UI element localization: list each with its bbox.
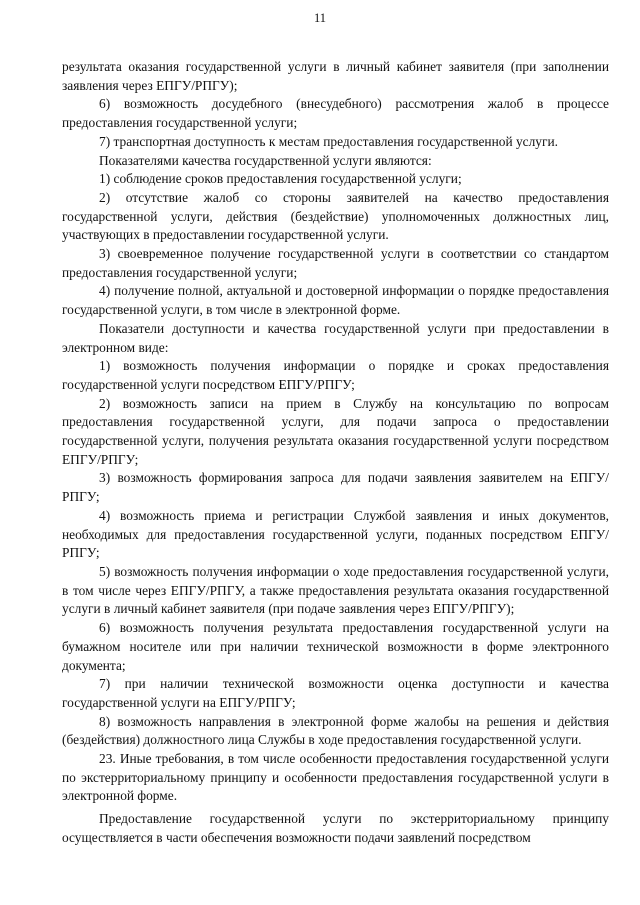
paragraph-item-7-transport: 7) транспортная доступность к местам предоставления государственной услуги. [99, 133, 558, 149]
document-body [62, 58, 609, 848]
paragraph-section-23: 23. Иные требования, в том числе особенности предоставления государственной услуги по экстерриториальному принципу и особенности предоставления государственной услуги в электронной форме. [62, 751, 609, 804]
paragraph-item-6-appeal: 6) возможность досудебного (внесудебного) рассмотрения жалоб в процессе предоставления государственной услуги; [62, 96, 609, 131]
paragraph-electronic-item-6: 6) возможность получения результата предоставления государственной услуги на бумажном носителе или при наличии технической возможности в форме электронного документа; [62, 620, 609, 673]
paragraph-electronic-item-5: 5) возможность получения информации о ходе предоставления государственной услуги, в том числе через ЕПГУ/РПГУ, а также предоставления результата оказания государственной услуги в личный кабинет заявителя (при подаче заявления через ЕПГУ/РПГУ); [62, 563, 609, 617]
paragraph-quality-item-3: 3) своевременное получение государственной услуги в соответствии со стандартом предоставления государственной услуги; [62, 246, 609, 280]
paragraph-electronic-indicators-heading: Показатели доступности и качества государственной услуги при предоставлении в электронном виде: [62, 320, 609, 355]
page-number: 11 [313, 11, 327, 25]
paragraph-electronic-item-7: 7) при наличии технической возможности оценка доступности и качества государственной услуги на ЕПГУ/РПГУ; [62, 676, 609, 710]
paragraph-quality-item-1: 1) соблюдение сроков предоставления государственной услуги; [99, 171, 462, 187]
paragraph-quality-item-4: 4) получение полной, актуальной и достоверной информации о порядке предоставления государственной услуги, в том числе в электронной форме. [62, 283, 609, 318]
paragraph-electronic-item-8: 8) возможность направления в электронной форме жалобы на решения и действия (бездействия) должностного лица Службы в ходе предоставления государственной услуги. [62, 713, 609, 748]
paragraph-quality-indicators-heading: Показателями качества государственной услуги являются: [99, 152, 432, 168]
paragraph-quality-item-2: 2) отсутствие жалоб со стороны заявителей на качество предоставления государственной услуги, действия (бездействие) уполномоченных должностных лиц, участвующих в предоставлении государственной услуги. [62, 189, 609, 243]
paragraph-electronic-item-2: 2) возможность записи на прием в Службу на консультацию по вопросам предоставления государственной услуги, для подачи запроса о предоставлении государственной услуги, получения результата оказания государственной услуги посредством ЕПГУ/РПГУ; [62, 395, 609, 467]
paragraph-electronic-item-1: 1) возможность получения информации о порядке и сроках предоставления государственной услуги посредством ЕПГУ/РПГУ; [62, 358, 609, 392]
paragraph-electronic-item-4: 4) возможность приема и регистрации Службой заявления и иных документов, необходимых для предоставления государственной услуги, поданных посредством ЕПГУ/РПГУ; [62, 507, 609, 561]
paragraph-result-delivery: результата оказания государственной услуги в личный кабинет заявителя (при заполнении заявления через ЕПГУ/РПГУ); [62, 59, 609, 93]
paragraph-electronic-item-3: 3) возможность формирования запроса для подачи заявления заявителем на ЕПГУ/РПГУ; [62, 470, 609, 505]
paragraph-extraterritorial: Предоставление государственной услуги по экстерриториальному принципу осуществляется в части обеспечения возможности подачи заявлений посредством [62, 811, 609, 845]
